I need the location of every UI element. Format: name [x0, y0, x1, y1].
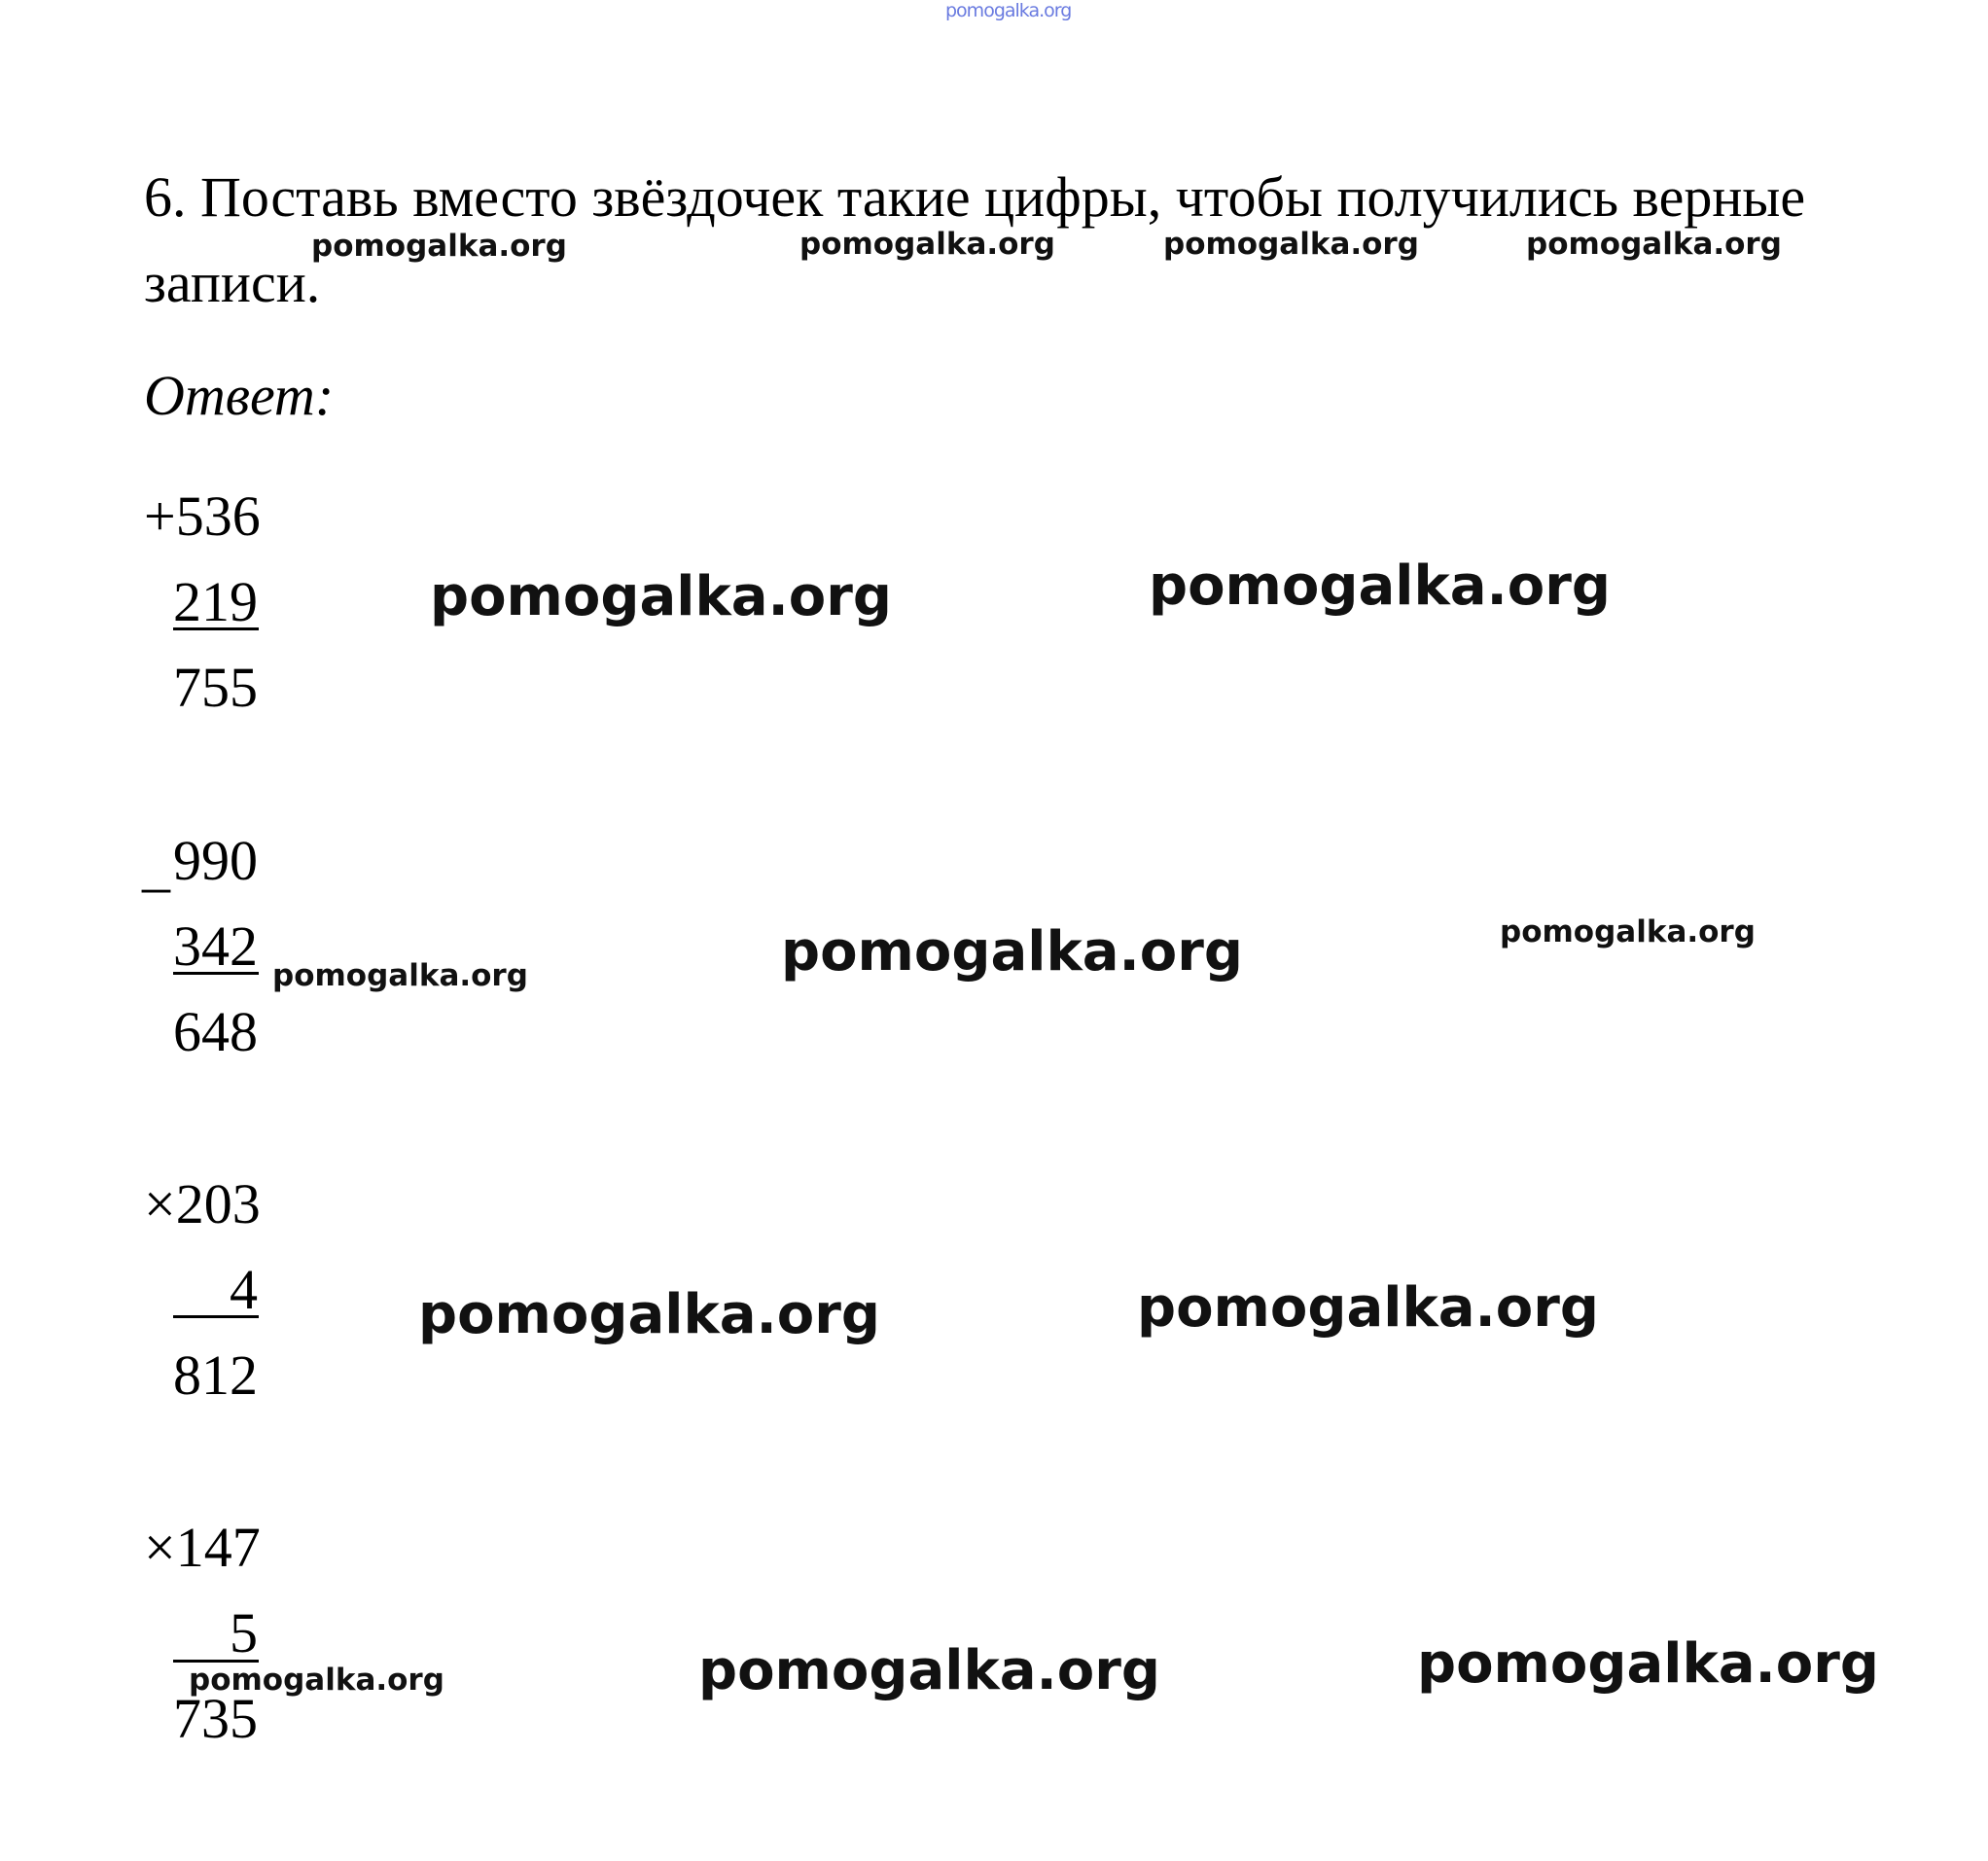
watermark: pomogalka.org: [189, 1663, 444, 1698]
operand-2: 5: [230, 1601, 258, 1664]
operand-1: 990: [173, 829, 258, 892]
watermark: pomogalka.org: [698, 1639, 1160, 1702]
minus-sign: _: [142, 835, 170, 898]
result: 812: [173, 1343, 258, 1407]
top-watermark: pomogalka.org: [945, 0, 1072, 21]
operand-2: 219: [173, 570, 258, 633]
answer-label: Ответ:: [144, 364, 335, 427]
result: 755: [173, 656, 258, 719]
operand-1: ×147: [144, 1516, 261, 1579]
result-rule: [173, 1315, 259, 1318]
watermark: pomogalka.org: [781, 920, 1243, 984]
operand-1: ×203: [144, 1172, 261, 1235]
task-text-line-2: записи.: [144, 251, 321, 314]
watermark: pomogalka.org: [430, 565, 892, 628]
result: 735: [173, 1687, 258, 1750]
task-text-line-1: 6. Поставь вместо звёздочек такие цифры, чтобы получились верные: [144, 165, 1806, 229]
watermark: pomogalka.org: [1417, 1632, 1879, 1696]
watermark: pomogalka.org: [1500, 914, 1756, 949]
result: 648: [173, 1000, 258, 1063]
watermark: pomogalka.org: [311, 229, 567, 264]
watermark: pomogalka.org: [272, 958, 528, 993]
watermark: pomogalka.org: [418, 1283, 880, 1346]
operand-2: 342: [173, 914, 258, 978]
watermark: pomogalka.org: [1163, 227, 1419, 262]
operand-1: +536: [144, 484, 261, 548]
operand-2: 4: [230, 1258, 258, 1321]
result-rule: [173, 627, 259, 630]
watermark: pomogalka.org: [1526, 227, 1782, 262]
watermark: pomogalka.org: [799, 227, 1055, 262]
watermark: pomogalka.org: [1137, 1276, 1599, 1340]
result-rule: [173, 972, 259, 975]
watermark: pomogalka.org: [1149, 555, 1611, 618]
